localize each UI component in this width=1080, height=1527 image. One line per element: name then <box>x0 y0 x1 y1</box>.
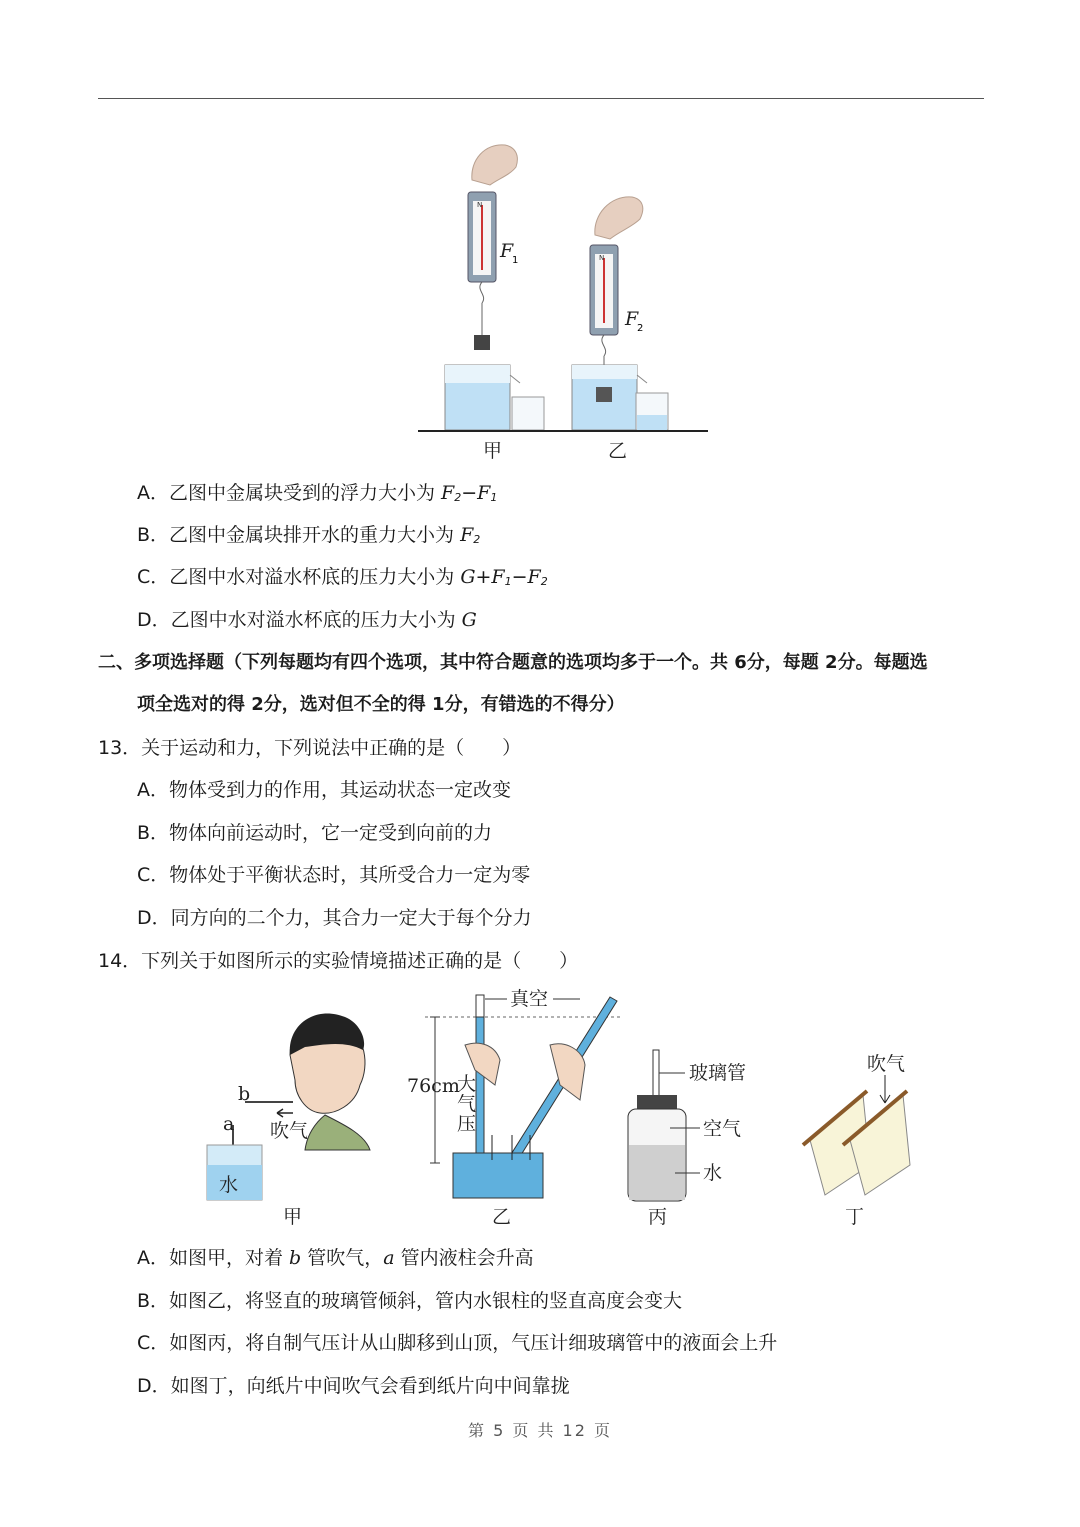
svg-text:大: 大 <box>457 1073 477 1095</box>
q14-option-b: B．如图乙，将竖直的玻璃管倾斜，管内水银柱的竖直高度会变大 <box>137 1290 683 1312</box>
svg-text:气: 气 <box>457 1093 477 1115</box>
label-yi: 乙 <box>608 440 628 462</box>
q12-option-c: C．乙图中水对溢水杯底的压力大小为 $G+F_1-F_2$ <box>137 566 548 588</box>
svg-text:a: a <box>223 1113 235 1135</box>
svg-text:甲: 甲 <box>283 1206 303 1228</box>
svg-text:吹气: 吹气 <box>270 1120 309 1142</box>
svg-text:玻璃管: 玻璃管 <box>689 1062 747 1084</box>
svg-text:b: b <box>238 1083 251 1105</box>
q12-option-d: D．乙图中水对溢水杯底的压力大小为 G <box>137 609 477 631</box>
q14-option-a: A．如图甲，对着 b 管吹气，a 管内液柱会升高 <box>137 1247 534 1269</box>
svg-text:真空: 真空 <box>510 988 549 1010</box>
svg-text:N: N <box>477 201 483 209</box>
q12-option-a: A．乙图中金属块受到的浮力大小为 $F_2-F_1$ <box>137 482 498 504</box>
q12-option-b: B．乙图中金属块排开水的重力大小为 $F_2$ <box>137 524 481 546</box>
svg-text:压: 压 <box>457 1113 477 1135</box>
figure-air-pressure <box>195 985 935 1230</box>
q13-option-a: A．物体受到力的作用，其运动状态一定改变 <box>137 779 511 801</box>
q14-stem: 14．下列关于如图所示的实验情境描述正确的是（ ） <box>98 950 579 972</box>
svg-text:1: 1 <box>512 255 519 266</box>
svg-text:丙: 丙 <box>648 1206 668 1228</box>
label-jia: 甲 <box>483 440 503 462</box>
svg-text:水: 水 <box>703 1162 723 1184</box>
svg-text:丁: 丁 <box>845 1206 865 1228</box>
hand-icon <box>472 145 518 185</box>
header-rule <box>98 98 984 99</box>
section2-heading-line2: 项全选对的得 2分，选对但不全的得 1分，有错选的不得分） <box>137 694 625 715</box>
section2-heading-line1: 二、多项选择题（下列每题均有四个选项，其中符合题意的选项均多于一个。共 6分，每题 2分。每题选 <box>98 652 928 673</box>
svg-text:F: F <box>500 240 514 262</box>
svg-text:吹气: 吹气 <box>867 1053 906 1075</box>
q13-option-c: C．物体处于平衡状态时，其所受合力一定为零 <box>137 864 531 886</box>
q13-stem: 13．关于运动和力，下列说法中正确的是（ ） <box>98 737 522 759</box>
svg-text:2: 2 <box>637 323 644 334</box>
svg-text:76cm: 76cm <box>407 1075 460 1097</box>
q13-option-d: D．同方向的二个力，其合力一定大于每个分力 <box>137 907 532 929</box>
q14-option-d: D．如图丁，向纸片中间吹气会看到纸片向中间靠拢 <box>137 1375 570 1397</box>
q14-option-c: C．如图丙，将自制气压计从山脚移到山顶，气压计细玻璃管中的液面会上升 <box>137 1332 778 1354</box>
svg-text:乙: 乙 <box>492 1206 512 1228</box>
svg-text:水: 水 <box>219 1174 239 1196</box>
page-footer: 第 5 页 共 12 页 <box>468 1421 612 1440</box>
svg-text:F: F <box>625 308 639 330</box>
figure-spring-scale <box>410 135 720 465</box>
svg-text:N: N <box>599 254 605 262</box>
q13-option-b: B．物体向前运动时，它一定受到向前的力 <box>137 822 493 844</box>
svg-text:空气: 空气 <box>703 1118 742 1140</box>
